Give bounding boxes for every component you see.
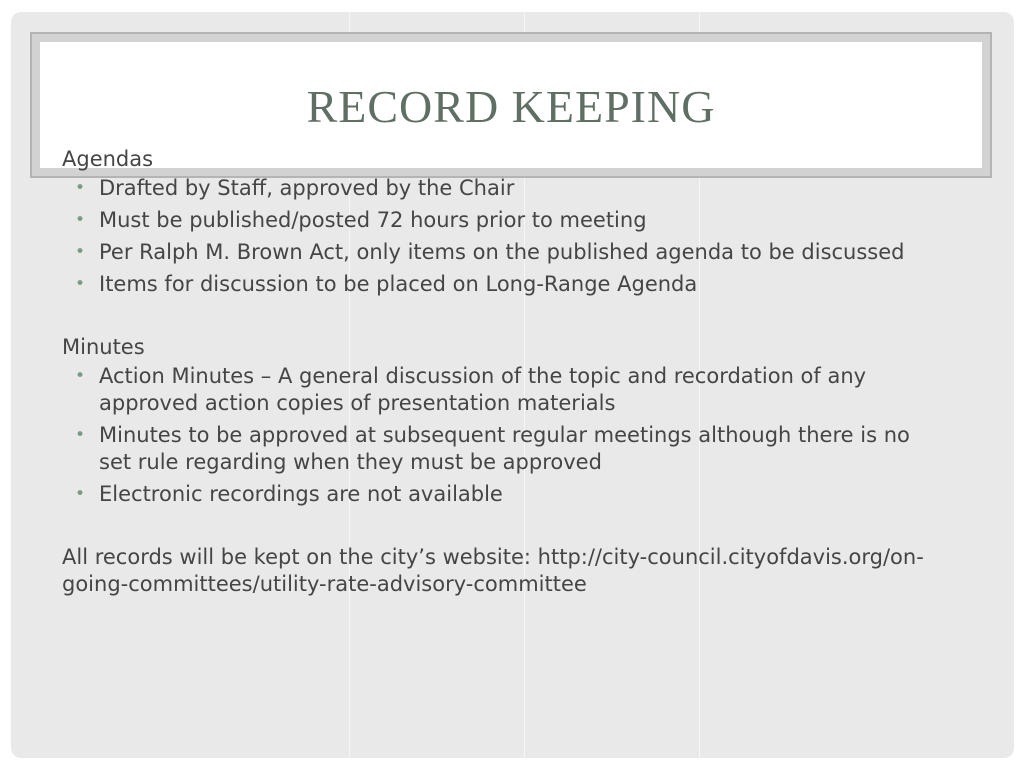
bullet-icon: • [75,274,86,294]
bullet-icon: • [75,425,86,445]
bullet-text: Drafted by Staff, approved by the Chair [99,176,515,200]
bullet-text: Action Minutes – A general discussion of the topic and recordation of any approved action copies of presentation materials [99,364,867,415]
list-item [62,239,942,266]
bullet-text: Electronic recordings are not available [99,482,503,506]
spacer [62,303,942,334]
bullet-icon: • [75,484,86,504]
slide-title: RECORD KEEPING [306,81,716,132]
minutes-bullet-list [62,363,942,508]
bullet-text: Minutes to be approved at subsequent regular meetings although there is no set rule regarding when they must be approved [99,423,910,474]
spacer [62,513,942,544]
list-item [62,363,942,417]
list-item [62,422,942,476]
bullet-icon: • [75,242,86,262]
slide [11,12,1014,758]
agendas-bullet-list [62,175,942,298]
list-item [62,271,942,298]
bullet-text: Must be published/posted 72 hours prior to meeting [99,208,647,232]
bullet-icon: • [75,366,86,386]
list-item [62,175,942,202]
bullet-text: Items for discussion to be placed on Long-Range Agenda [99,272,698,296]
section-heading-agendas: Agendas [62,147,154,171]
slide-content [62,146,942,598]
section-heading-minutes: Minutes [62,335,145,359]
list-item [62,207,942,234]
bullet-icon: • [75,210,86,230]
records-website-note: All records will be kept on the city’s website: http://city-council.cityofdavis.org/on-going-committees/utility-rate-advisory-committee [62,545,924,596]
bullet-text: Per Ralph M. Brown Act, only items on the published agenda to be discussed [99,240,905,264]
list-item [62,481,942,508]
bullet-icon: • [75,178,86,198]
